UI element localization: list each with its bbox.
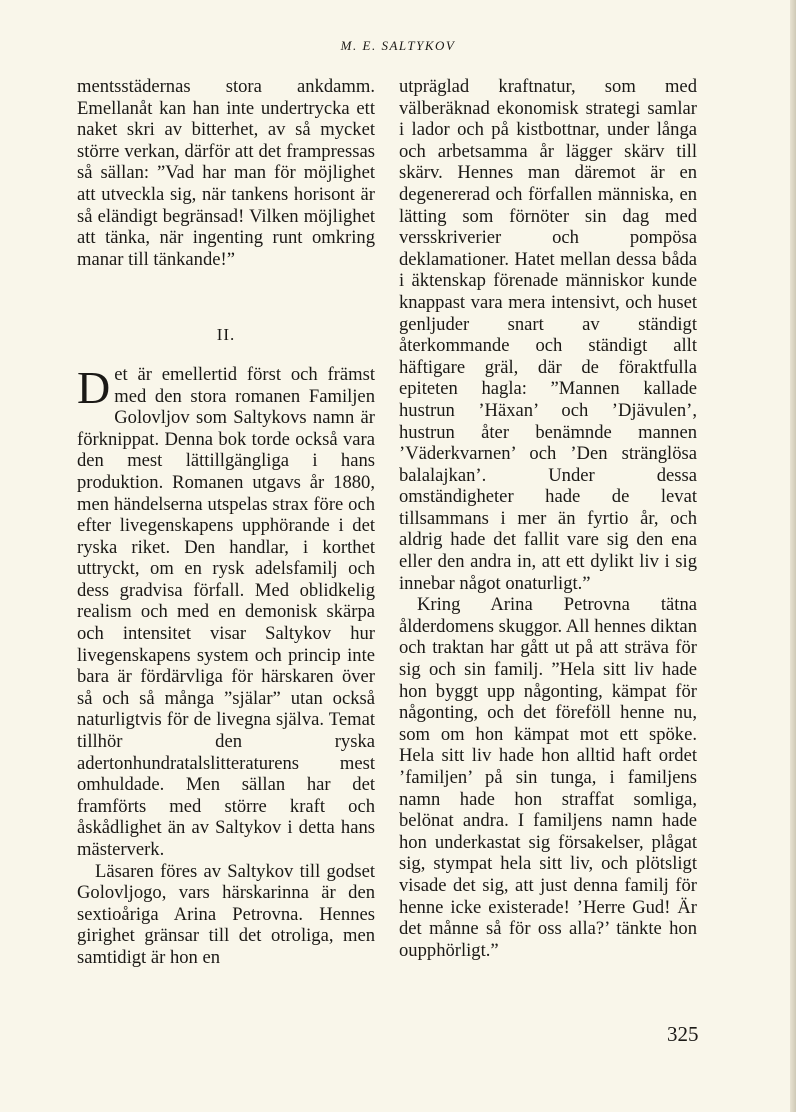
- right-paragraph-2: Kring Arina Petrovna tätna ålderdomens skuggor. All hennes diktan och traktan har gått ut på att sträva för sig och sin familj. ”Hela sitt liv hade hon byggt upp någonting, kämpat för någonting, och det föreföll henne nu, som om hon kämpat mot ett spöke. Hela sitt liv hade hon alltid haft ordet ’familjen’ på sin tunga, i familjens namn hade hon straffat somliga, belönat andra. I familjens namn hade hon underkastat sig försakelser, plågat sig, stympat hela sitt liv, och plötsligt visade det sig, att just denna familj för henne icke existerade! ’Herre Gud! Är det månne så för oss alla?’ tänkte hon oupphörligt.”: [399, 594, 697, 961]
- page-edge-shadow: [790, 0, 796, 1112]
- drop-cap: D: [77, 361, 111, 413]
- left-column: [77, 76, 375, 969]
- left-paragraph-3: Läsaren föres av Saltykov till godset Golovljogo, vars härskarinna är den sextioåriga Arina Petrovna. Hennes girighet gränsar till det otroliga, men samtidigt är hon en: [77, 860, 375, 968]
- left-paragraph-2-text: et är emellertid först och främst med den stora romanen Familjen Golovljov som Saltykovs namn är förknippat. Denna bok torde också vara den mest lättillgängliga i hans produktion. Romanen utgavs år 1880, men händelserna utspelas strax före och efter livegenskapens upphörande i det ryska riket. Den handlar, i korthet uttryckt, om en rysk adelsfamilj och dess gradvisa förfall. Med oblidkelig realism och med en demonisk skärpa och intensitet visar Saltykov hur livegenskapens system och princip inte bara är fördärvliga för härskaren över så och så många ”själar” utan också naturligtvis för de livegna själva. Temat tillhör den ryska adertonhundratalslitteraturens mest omhuldade. Men sällan har det framförts med större kraft och åskådlighet än av Saltykov i detta hans mästerverk.: [77, 363, 375, 860]
- section-number: II.: [216, 325, 236, 345]
- running-header: M. E. SALTYKOV: [340, 38, 456, 53]
- page-number: 325: [667, 1022, 699, 1046]
- right-column: [399, 76, 697, 961]
- left-paragraph-2: [77, 361, 375, 861]
- right-paragraph-1: utpräglad kraftnatur, som med välberäknad ekonomisk strategi samlar i lador och på kistbottnar, under långa och arbetsamma år lägger skärv till skärv. Hennes man däremot är en degenererad och förfallen människa, en lätting som förnöter sin dag med versskriverier och pompösa deklamationer. Hatet mellan dessa båda i äktenskap förenade människor kunde knappast vara mera intensivt, och huset genljuder snart av ständigt återkommande och ständigt allt häftigare gräl, där de föraktfulla epiteten hagla: ”Mannen kallade hustrun ’Häxan’ och ’Djävulen’, hustrun åter benämnde mannen ’Väderkvarnen’ och ’Den stränglösa balalajkan’. Under dessa omständigheter hade de levat tillsammans i mer än fyrtio år, och aldrig hade det fallit vare sig den ena eller den andra in, att ett dylikt liv i sig innebar något onaturligt.”: [399, 76, 697, 594]
- left-paragraph-1: mentsstädernas stora ankdamm. Emellanåt kan han inte undertrycka ett naket skri av bitterhet, av så mycket större verkan, därför att det frampressas så sällan: ”Vad har man för möjlighet att utveckla sig, när tankens horisont är så eländigt begränsad! Vilken möjlighet att tänka, när ingenting runt omkring manar till tänkande!”: [77, 76, 375, 270]
